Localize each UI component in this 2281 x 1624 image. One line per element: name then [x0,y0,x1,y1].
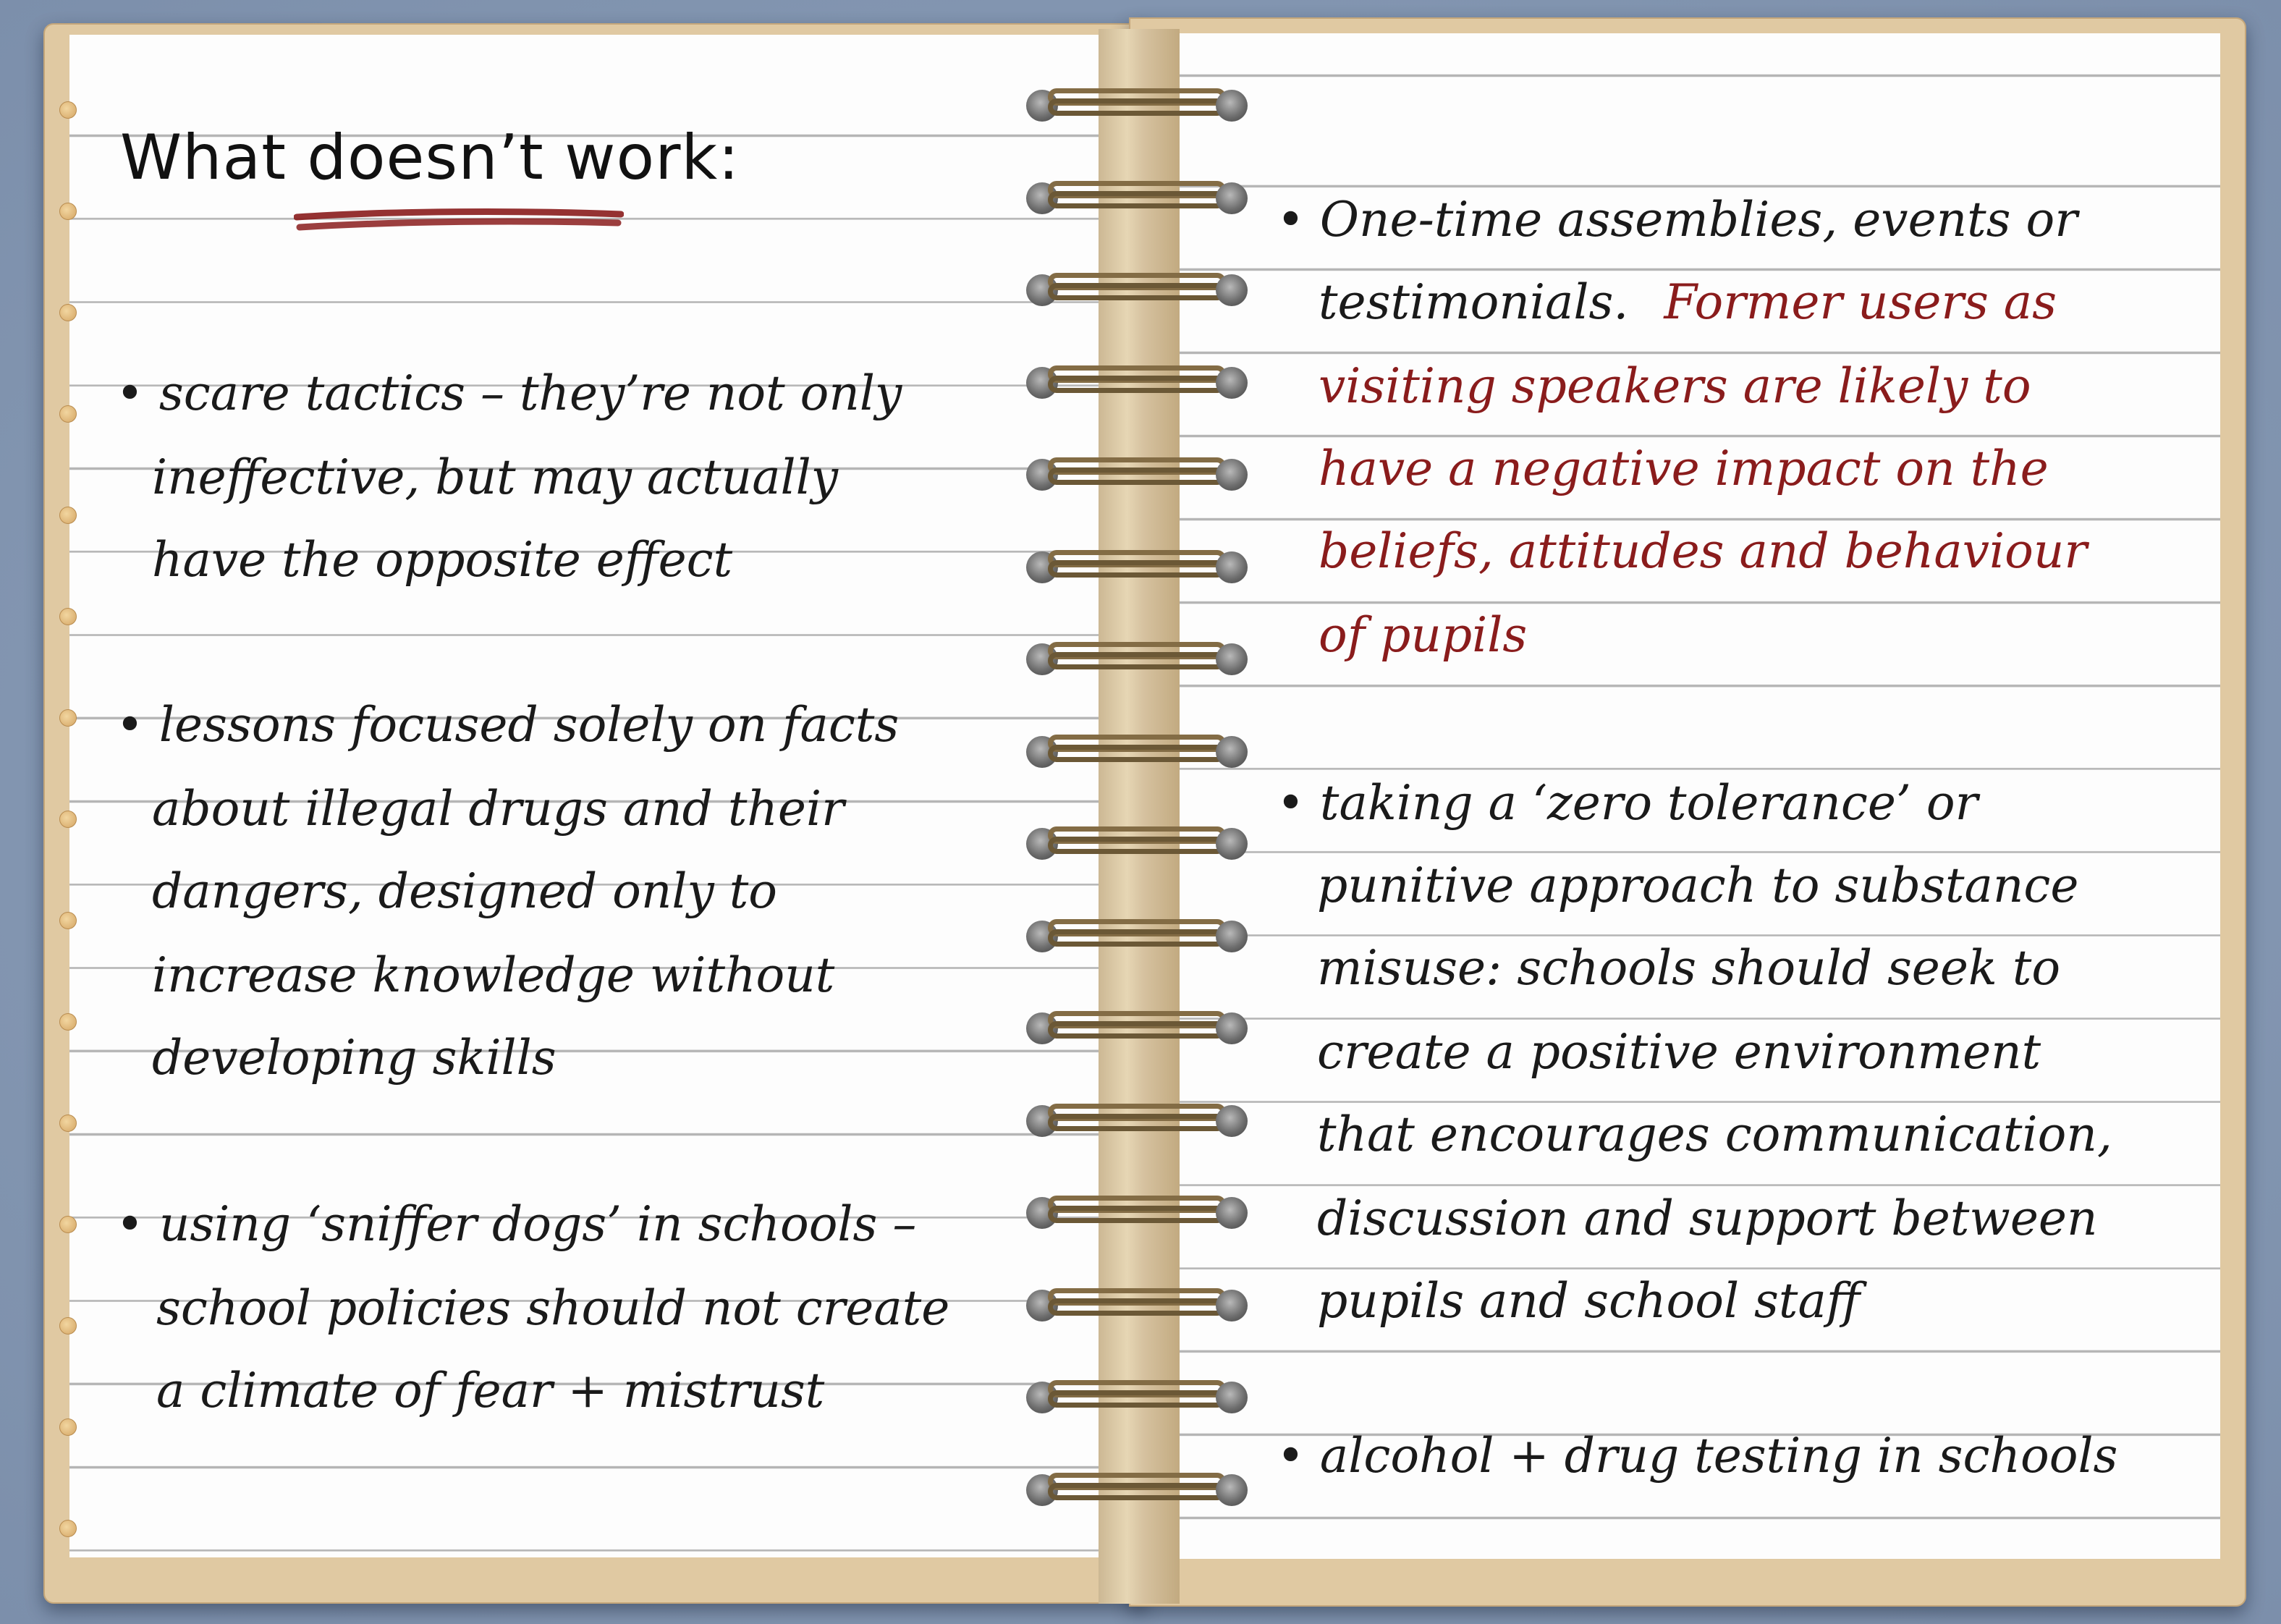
list-item-line: dangers, designed only to [152,863,777,919]
ring-hole-right [1216,828,1248,860]
ring-hole-right [1216,1290,1248,1321]
list-item-line: misuse: schools should seek to [1317,940,2061,996]
ring-wire [1048,1021,1226,1039]
hole-icon [59,912,77,929]
ring-wire [1048,1483,1226,1500]
ring-hole-right [1216,182,1248,214]
list-item-line: scare tactics – they’re not only [158,365,902,421]
spiral-ring [1026,824,1248,864]
hole-icon [59,1013,77,1031]
spiral-ring [1026,916,1248,957]
ring-hole-right [1216,90,1248,122]
scribble-underline-icon [294,206,624,234]
highlighted-text: Former users as [1664,274,2057,330]
ring-wire [1048,652,1226,669]
bullet-icon: • [1277,775,1305,831]
list-item [1277,178,2078,261]
spiral-ring [1026,1101,1248,1141]
ring-wire [1048,560,1226,578]
spiral-ring [1026,178,1248,219]
list-item [116,683,899,766]
list-item-line: One-time assemblies, events or [1319,192,2078,248]
hole-icon [59,608,77,625]
list-item-line: increase knowledge without [152,947,835,1003]
spiral-ring [1026,547,1248,588]
bullet-icon: • [116,697,144,753]
notebook-gutter [1099,29,1180,1604]
ring-wire [1048,376,1226,393]
list-item [1277,1414,2117,1497]
list-item [116,352,902,435]
ring-wire [1048,1390,1226,1408]
spiral-ring [1026,454,1248,495]
ring-hole-right [1216,921,1248,952]
highlighted-text: have a negative impact on the [1319,441,2049,496]
list-item-line: create a positive environment [1317,1024,2041,1080]
list-item-line: school policies should not create [156,1280,950,1336]
spiral-ring [1026,732,1248,772]
ring-wire [1048,929,1226,947]
list-item-line: using ‘sniffer dogs’ in schools – [158,1196,917,1252]
spiral-ring [1026,1377,1248,1418]
spiral-ring [1026,639,1248,680]
ring-wire [1048,745,1226,762]
ring-hole-right [1216,551,1248,583]
ring-wire [1048,98,1226,116]
list-item-line: lessons focused solely on facts [158,697,900,753]
ring-wire [1048,1298,1226,1316]
hole-icon [59,203,77,220]
hole-icon [59,1317,77,1335]
list-item-line: discussion and support between [1317,1190,2098,1246]
spiral-ring [1026,1008,1248,1049]
bullet-icon: • [1277,1428,1305,1484]
list-item-line: have the opposite effect [152,532,733,588]
spiral-ring [1026,1193,1248,1233]
page-holes [59,101,77,1549]
list-item-line [1319,261,2057,344]
ring-wire [1048,1114,1226,1131]
list-item-text: testimonials. [1319,274,1629,330]
page-title: What doesn’t work: [120,122,740,194]
hole-icon [59,507,77,524]
list-item-line: about illegal drugs and their [152,781,845,837]
ring-wire [1048,191,1226,208]
bullet-icon: • [116,365,144,421]
ring-hole-right [1216,1197,1248,1229]
list-item [1277,761,1978,845]
hole-icon [59,1115,77,1132]
hole-icon [59,405,77,423]
ring-hole-right [1216,274,1248,306]
hole-icon [59,1216,77,1233]
bullet-icon: • [1277,192,1305,248]
list-item-line: alcohol + drug testing in schools [1319,1428,2118,1484]
ring-hole-right [1216,1382,1248,1413]
hole-icon [59,709,77,727]
list-item-line: taking a ‘zero tolerance’ or [1319,775,1979,831]
list-item-line: that encourages communication, [1317,1107,2112,1162]
list-item-line: a climate of fear + mistrust [156,1363,825,1418]
highlighted-text: of pupils [1319,607,1528,663]
hole-icon [59,101,77,119]
ring-wire [1048,468,1226,485]
ring-hole-right [1216,1012,1248,1044]
ring-wire [1048,283,1226,300]
ring-wire [1048,1206,1226,1223]
list-item-line: developing skills [152,1030,557,1086]
spiral-ring [1026,1285,1248,1326]
ring-hole-right [1216,1105,1248,1137]
ring-hole-right [1216,736,1248,768]
ring-hole-right [1216,459,1248,491]
hole-icon [59,811,77,828]
list-item-line: pupils and school staff [1317,1273,1861,1329]
bullet-icon: • [116,1196,144,1252]
hole-icon [59,1418,77,1436]
ring-hole-right [1216,1474,1248,1506]
ring-hole-right [1216,643,1248,675]
highlighted-text: beliefs, attitudes and behaviour [1319,523,2087,579]
highlighted-text: visiting speakers are likely to [1319,358,2031,414]
list-item-line: punitive approach to substance [1317,858,2079,913]
spiral-ring [1026,1470,1248,1510]
ring-hole-right [1216,367,1248,399]
hole-icon [59,304,77,321]
list-item-line: ineffective, but may actually [152,449,839,505]
spiral-ring [1026,85,1248,126]
spiral-ring [1026,363,1248,403]
ring-wire [1048,837,1226,854]
list-item [116,1183,916,1266]
hole-icon [59,1520,77,1537]
spiral-ring [1026,270,1248,310]
